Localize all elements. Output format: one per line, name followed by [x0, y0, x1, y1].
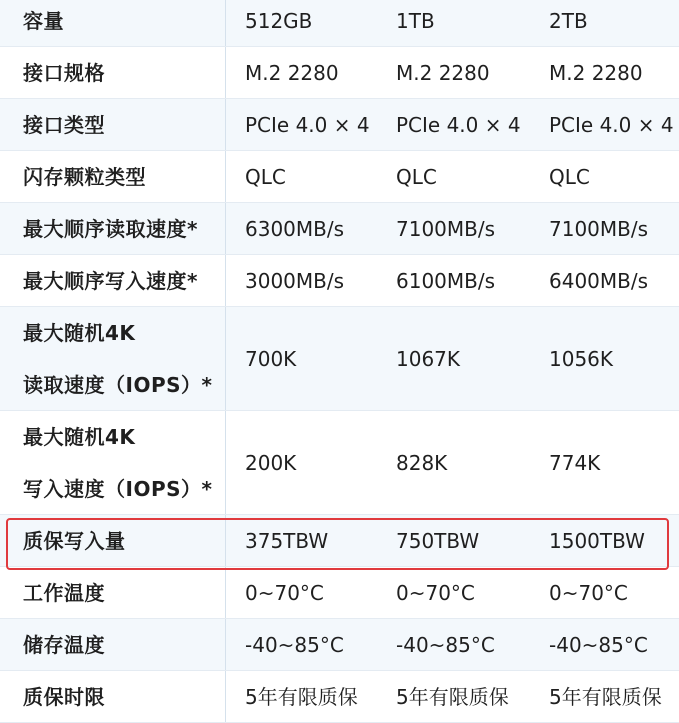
value-cell-1: 375TBW: [245, 528, 329, 553]
table-row-seq-read: [0, 203, 679, 255]
value-cell-3: M.2 2280: [549, 60, 643, 85]
row-label: [0, 515, 226, 566]
value-cell-1: 0~70°C: [245, 580, 324, 605]
value-cell-2: QLC: [396, 164, 437, 189]
table-row-storage-temp: [0, 619, 679, 671]
table-row-random-write: [0, 411, 679, 515]
row-label: [0, 567, 226, 618]
row-label-line-1: 最大随机4K: [23, 424, 136, 449]
row-label-text: 最大顺序写入速度*: [23, 268, 198, 293]
value-cell-2: 1067K: [396, 346, 461, 371]
row-label: [0, 255, 226, 306]
row-label: [0, 671, 226, 722]
table-row-interface-spec: [0, 47, 679, 99]
value-cell-1: 6300MB/s: [245, 216, 345, 241]
row-label: [0, 411, 226, 514]
value-cell-3: 2TB: [549, 8, 588, 33]
value-cell-1: 5年有限质保: [245, 684, 358, 709]
table-row-random-read: [0, 307, 679, 411]
value-cell-3: PCIe 4.0 × 4: [549, 112, 674, 137]
value-cell-2: 828K: [396, 450, 448, 475]
row-label-text: 接口规格: [23, 60, 105, 85]
row-label-text: 容量: [23, 8, 64, 33]
value-cell-3: 1500TBW: [549, 528, 645, 553]
row-label-text: 接口类型: [23, 112, 105, 137]
value-cell-1: -40~85°C: [245, 632, 344, 657]
row-label-line-1: 最大随机4K: [23, 320, 136, 345]
value-cell-2: M.2 2280: [396, 60, 490, 85]
row-label: [0, 99, 226, 150]
value-cell-3: 774K: [549, 450, 601, 475]
value-cell-2: 750TBW: [396, 528, 480, 553]
table-row-warranty: [0, 671, 679, 723]
row-label: [0, 307, 226, 410]
value-cell-1: PCIe 4.0 × 4: [245, 112, 370, 137]
value-cell-1: 3000MB/s: [245, 268, 345, 293]
row-label-text: 工作温度: [23, 580, 105, 605]
value-cell-2: 0~70°C: [396, 580, 475, 605]
value-cell-3: 5年有限质保: [549, 684, 662, 709]
table-row-tbw: [0, 515, 679, 567]
value-cell-3: 6400MB/s: [549, 268, 649, 293]
value-cell-2: 1TB: [396, 8, 435, 33]
row-label: [0, 203, 226, 254]
value-cell-1: 200K: [245, 450, 297, 475]
value-cell-1: QLC: [245, 164, 286, 189]
row-label-line-2: 写入速度（IOPS）*: [23, 476, 213, 501]
value-cell-1: 512GB: [245, 8, 313, 33]
row-label: [0, 0, 226, 46]
table-row-flash-type: [0, 151, 679, 203]
row-label: [0, 47, 226, 98]
value-cell-2: 7100MB/s: [396, 216, 496, 241]
row-label-line-2: 读取速度（IOPS）*: [23, 372, 213, 397]
value-cell-2: 6100MB/s: [396, 268, 496, 293]
value-cell-3: 1056K: [549, 346, 614, 371]
table-row-seq-write: [0, 255, 679, 307]
row-label-text: 储存温度: [23, 632, 105, 657]
table-row-interface-type: [0, 99, 679, 151]
row-label-text: 质保写入量: [23, 528, 126, 553]
row-label: [0, 151, 226, 202]
value-cell-1: M.2 2280: [245, 60, 339, 85]
value-cell-3: 7100MB/s: [549, 216, 649, 241]
value-cell-3: -40~85°C: [549, 632, 648, 657]
value-cell-2: -40~85°C: [396, 632, 495, 657]
table-row-operating-temp: [0, 567, 679, 619]
value-cell-3: 0~70°C: [549, 580, 628, 605]
value-cell-2: 5年有限质保: [396, 684, 509, 709]
table-row-capacity: [0, 0, 679, 47]
value-cell-2: PCIe 4.0 × 4: [396, 112, 521, 137]
row-label: [0, 619, 226, 670]
row-label-text: 最大顺序读取速度*: [23, 216, 198, 241]
row-label-text: 闪存颗粒类型: [23, 164, 146, 189]
value-cell-1: 700K: [245, 346, 297, 371]
value-cell-3: QLC: [549, 164, 590, 189]
row-label-text: 质保时限: [23, 684, 105, 709]
